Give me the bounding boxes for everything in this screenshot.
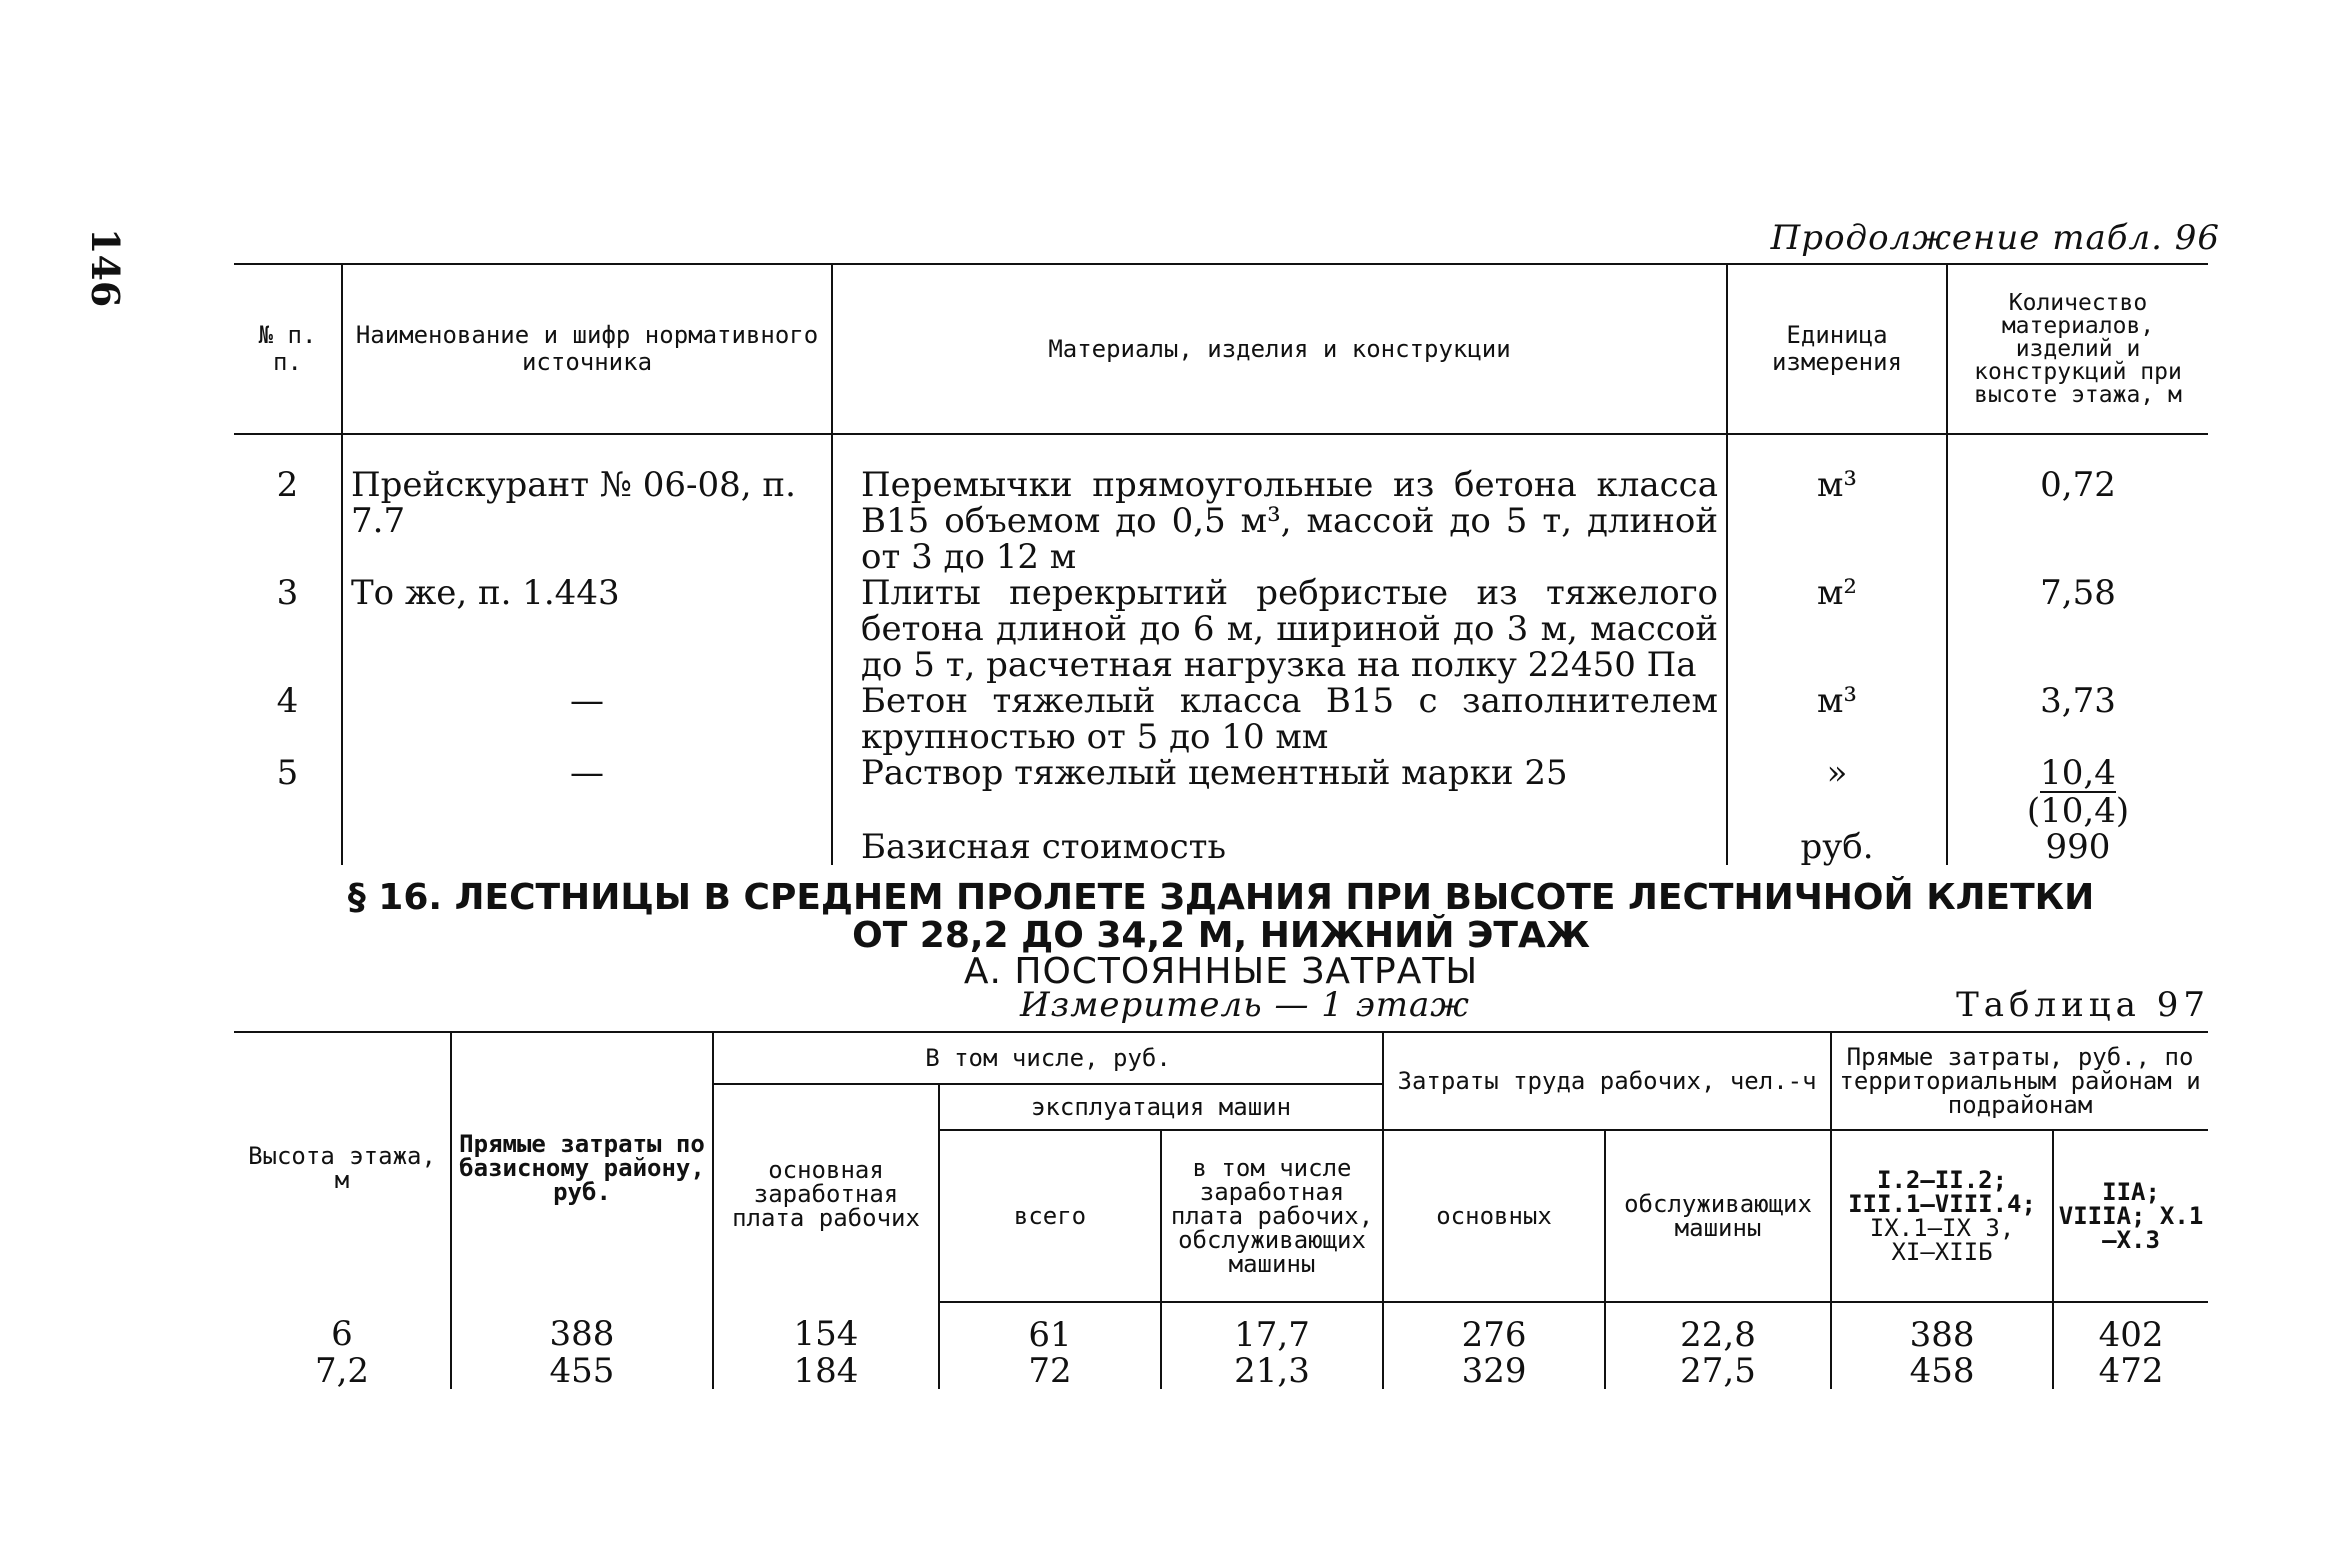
table-96 <box>234 263 2208 865</box>
table-row <box>234 755 2208 829</box>
table-label: Таблица 97 <box>1956 985 2210 1025</box>
row-material: Плиты перекрытий ребристые из тяжелого бетона длиной до 6 м, шириной до 3 м, массой до 5 т, расчетная нагрузка на полку 22450 Па <box>832 575 1727 683</box>
cell: 388 <box>451 1302 713 1353</box>
row-num: 4 <box>276 681 299 721</box>
header-num: № п. п. <box>234 264 342 434</box>
cell: 329 <box>1383 1353 1605 1389</box>
row-source: То же, п. 1.443 <box>342 575 832 683</box>
header-quantity: Количество материалов, изделий и конструкций при высоте этажа, м <box>1947 264 2208 434</box>
row-source: — <box>342 755 832 829</box>
header-height: Высота этажа, м <box>234 1032 451 1302</box>
table-97 <box>234 1031 2208 1389</box>
cell: 27,5 <box>1605 1353 1831 1389</box>
row-unit: м³ <box>1727 434 1947 575</box>
table-row <box>234 683 2208 755</box>
header-regions: Прямые затраты, руб., по территориальным районам и подрайонам <box>1831 1032 2208 1130</box>
row-qty: 3,73 <box>1947 683 2208 755</box>
cell: 6 <box>331 1314 353 1354</box>
row-material: Раствор тяжелый цементный марки 25 <box>832 755 1727 829</box>
row-qty <box>1947 755 2208 829</box>
table-row-base-cost <box>234 829 2208 865</box>
row-num: 3 <box>276 573 299 613</box>
qty-denominator: (10,4) <box>2026 791 2130 831</box>
table-row <box>234 1353 2208 1389</box>
cell: 154 <box>713 1302 939 1353</box>
section-title-line1: § 16. ЛЕСТНИЦЫ В СРЕДНЕМ ПРОЛЕТЕ ЗДАНИЯ ПРИ ВЫСОТЕ ЛЕСТНИЧНОЙ КЛЕТКИ <box>347 877 2095 918</box>
table-row <box>234 434 2208 575</box>
section-subtitle: А. ПОСТОЯННЫЕ ЗАТРАТЫ <box>963 951 1479 992</box>
row-qty: 0,72 <box>1947 434 2208 575</box>
cell: 458 <box>1831 1353 2053 1389</box>
header-region1 <box>1831 1130 2053 1302</box>
header-labor: Затраты труда рабочих, чел.-ч <box>1383 1032 1831 1130</box>
row-unit: м² <box>1727 575 1947 683</box>
base-cost-unit: руб. <box>1727 829 1947 865</box>
row-num: 5 <box>276 753 299 793</box>
region1-b: III.1—VIII.4; <box>1848 1190 2036 1218</box>
base-cost-value: 990 <box>1947 829 2208 865</box>
row-source: Прейскурант № 06-08, п. 7.7 <box>342 434 832 575</box>
header-labor-main: основных <box>1383 1130 1605 1302</box>
section-title-line2: ОТ 28,2 ДО 34,2 М, НИЖНИЙ ЭТАЖ <box>852 915 1590 956</box>
qty-numerator: 10,4 <box>2040 753 2116 793</box>
cell: 72 <box>939 1353 1161 1389</box>
header-total: всего <box>939 1130 1161 1302</box>
cell: 61 <box>939 1302 1161 1353</box>
region1-c: IX.1—IX 3, <box>1869 1214 2015 1242</box>
header-region2: IIA; VIIIA; X.1—X.3 <box>2053 1130 2208 1302</box>
region1-d: XI—XIIБ <box>1891 1238 1993 1266</box>
cell: 17,7 <box>1161 1302 1383 1353</box>
header-unit: Единица измерения <box>1727 264 1947 434</box>
cell: 7,2 <box>314 1351 370 1391</box>
cell: 388 <box>1831 1302 2053 1353</box>
row-unit: » <box>1727 755 1947 829</box>
row-qty: 7,58 <box>1947 575 2208 683</box>
base-cost-label: Базисная стоимость <box>832 829 1727 865</box>
cell: 402 <box>2053 1302 2208 1353</box>
page-number: 146 <box>83 228 128 308</box>
header-direct: Прямые затраты по базисному району, руб. <box>451 1032 713 1302</box>
row-source: — <box>342 683 832 755</box>
header-wage: основная заработная плата рабочих <box>713 1084 939 1302</box>
region1-a: I.2—II.2; <box>1877 1166 2008 1194</box>
table-row <box>234 575 2208 683</box>
meter-label: Измеритель — 1 этаж <box>1020 985 1470 1025</box>
row-material: Бетон тяжелый класса В15 с заполнителем крупностью от 5 до 10 мм <box>832 683 1727 755</box>
cell: 184 <box>713 1353 939 1389</box>
cell: 472 <box>2053 1353 2208 1389</box>
cell: 22,8 <box>1605 1302 1831 1353</box>
cell: 455 <box>451 1353 713 1389</box>
header-source: Наименование и шифр нормативного источника <box>342 264 832 434</box>
header-machines: эксплуатация машин <box>939 1084 1383 1130</box>
table-row <box>234 1302 2208 1353</box>
cell: 21,3 <box>1161 1353 1383 1389</box>
header-machine-wage: в том числе заработная плата рабочих, обслуживающих машины <box>1161 1130 1383 1302</box>
header-materials: Материалы, изделия и конструкции <box>832 264 1727 434</box>
header-labor-serv: обслуживающих машины <box>1605 1130 1831 1302</box>
cell: 276 <box>1383 1302 1605 1353</box>
row-unit: м³ <box>1727 683 1947 755</box>
row-num: 2 <box>276 465 299 505</box>
row-material: Перемычки прямоугольные из бетона класса В15 объемом до 0,5 м³, массой до 5 т, длиной от 3 до 12 м <box>832 434 1727 575</box>
header-including: В том числе, руб. <box>713 1032 1383 1084</box>
continuation-label: Продолжение табл. 96 <box>1770 218 2220 258</box>
